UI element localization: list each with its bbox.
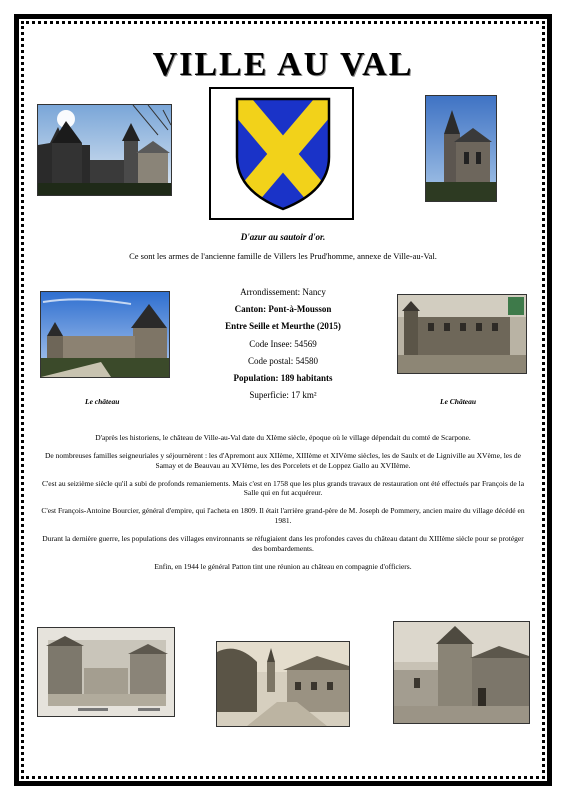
arms-description: Ce sont les armes de l'ancienne famille de Villers les Prud'homme, annexe de Ville-au-Val. bbox=[129, 251, 437, 261]
history-text bbox=[40, 433, 526, 580]
history-paragraph: C'est au seizième siècle qu'il a subi de profonds remaniements. Mais c'est en 1758 que les plus grands travaux de restauration ont été effectués par François de la Salle qui en fut acquéreur. bbox=[41, 478, 525, 498]
history-paragraph: C'est François-Antoine Bourcier, général d'empire, qui l'acheta en 1809. Il était l'arrière grand-père de M. Joseph de Pommery, ancien maire du village décédé en 1981. bbox=[41, 506, 525, 526]
church-photo bbox=[425, 95, 497, 202]
code-postal: Code postal: 54580 bbox=[248, 355, 318, 366]
code-insee: Code Insee: 54569 bbox=[249, 338, 317, 349]
communaute-de-communes: Entre Seille et Meurthe (2015) bbox=[225, 321, 341, 332]
caption-right: Le Château bbox=[440, 397, 477, 406]
chateau-tower-postcard bbox=[393, 621, 530, 724]
commune-info bbox=[183, 284, 383, 404]
canton: Canton: Pont-à-Mousson bbox=[234, 304, 332, 315]
village-street-postcard-2 bbox=[216, 641, 350, 727]
chateau-left-photo bbox=[40, 291, 170, 378]
arrondissement: Arrondissement: Nancy bbox=[240, 287, 326, 297]
history-paragraph: D'après les historiens, le château de Ville-au-Val date du XIème siècle, époque où le village dépendait du comté de Scarpone. bbox=[95, 433, 471, 442]
coat-of-arms-frame bbox=[209, 87, 354, 220]
population: Population: 189 habitants bbox=[233, 373, 333, 384]
history-paragraph: De nombreuses familles seigneuriales y séjournèrent : les d'Apremont aux XIIème, XIIIème et XIVème siècles, les de Saulx et de Ligniville au XVème, les de Samay et de Beauvau au XVIème, les des Porcelets et de Loppez Gallo au XVIIème. bbox=[45, 451, 521, 470]
chateau-postcard-photo bbox=[397, 294, 527, 374]
castle-towers-photo bbox=[37, 104, 172, 196]
coat-of-arms-shield bbox=[233, 95, 333, 213]
caption-left: Le château bbox=[85, 397, 120, 406]
page-title: VILLE AU VAL bbox=[152, 46, 414, 83]
history-paragraph: Enfin, en 1944 le général Patton tint une réunion au château en compagnie d'officiers. bbox=[154, 561, 412, 571]
blazon-motto: D'azur au sautoir d'or. bbox=[240, 232, 326, 242]
village-street-postcard-1 bbox=[37, 627, 175, 717]
history-paragraph: Durant la dernière guerre, les populations des villages environnants se réfugiaient dans les profondes caves du château datant du XIIIème siècle pour se protéger des bombardements. bbox=[42, 534, 524, 553]
superficie: Superficie: 17 km² bbox=[249, 390, 317, 401]
